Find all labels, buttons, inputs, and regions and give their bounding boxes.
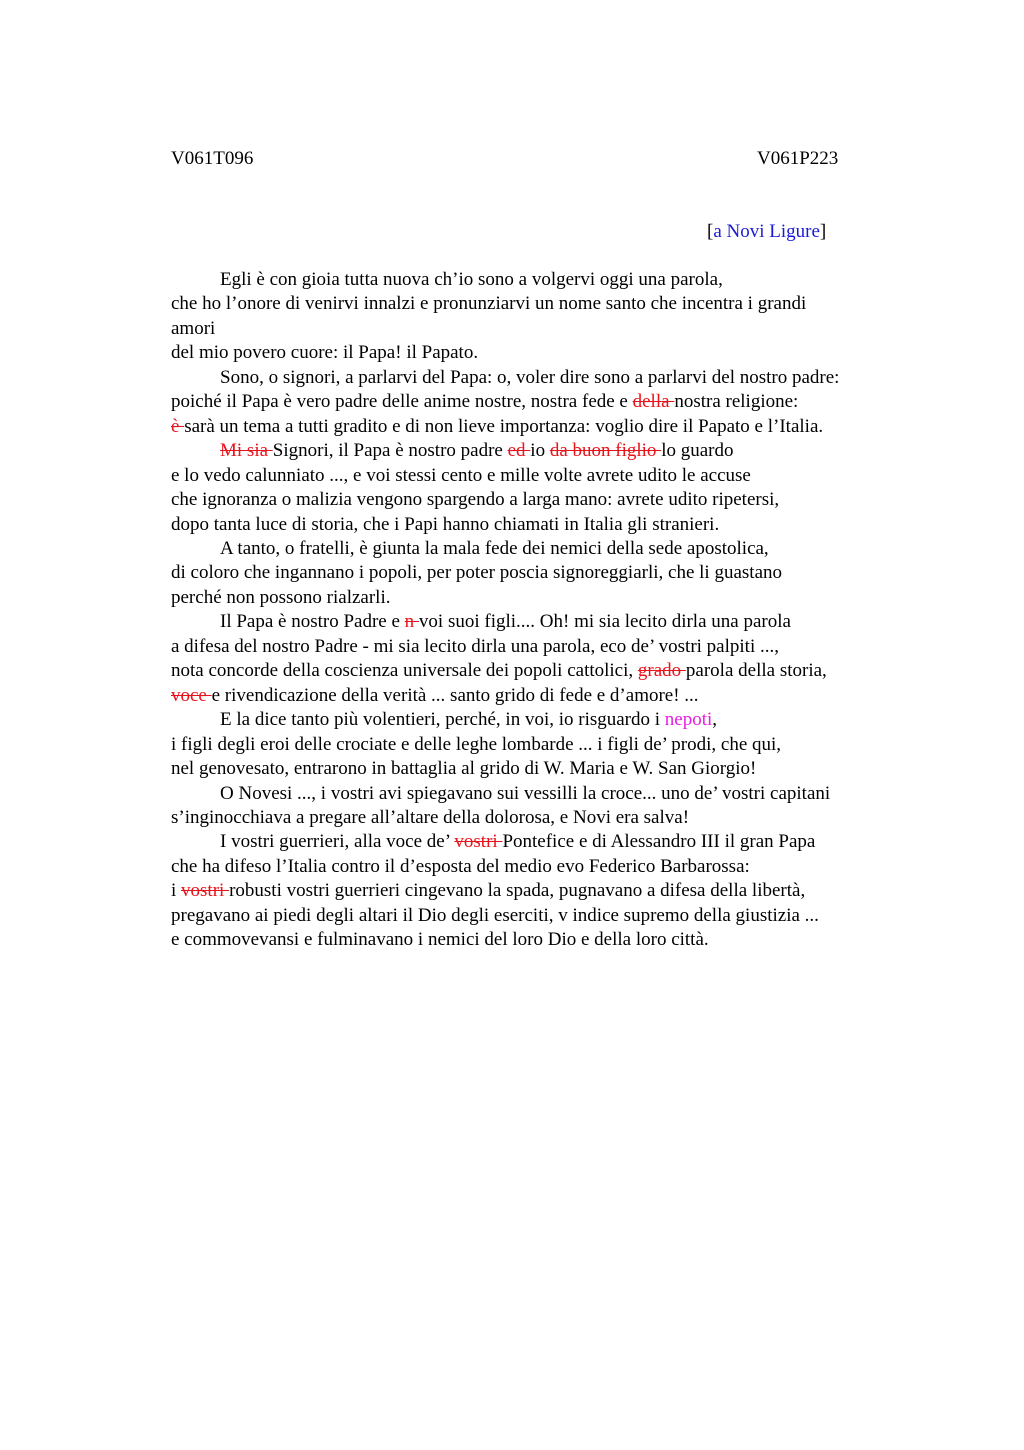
place-name: a Novi Ligure bbox=[713, 221, 820, 242]
text-line bbox=[171, 635, 911, 659]
text-segment: perché non possono rialzarli. bbox=[171, 586, 391, 608]
deleted-text: ed bbox=[507, 440, 531, 462]
place-bracket-open: [ bbox=[707, 221, 714, 242]
deleted-text: vostri bbox=[181, 880, 230, 902]
text-segment: che ho l’onore di venirvi innalzi e pronunziarvi un nome santo che incentra i grandi bbox=[171, 293, 807, 315]
text-segment: io bbox=[530, 440, 550, 462]
highlighted-text: nepoti bbox=[664, 709, 713, 731]
text-line bbox=[171, 561, 911, 585]
text-line bbox=[171, 268, 911, 292]
place-bracket-close: ] bbox=[819, 221, 827, 242]
text-segment: i figli degli eroi delle crociate e delle leghe lombarde ... i figli de’ prodi, che qui, bbox=[171, 733, 782, 755]
text-line bbox=[171, 488, 911, 512]
text-segment: e commovevansi e fulminavano i nemici del loro Dio e della loro città. bbox=[171, 929, 709, 951]
text-line bbox=[171, 366, 911, 390]
text-segment: nota concorde della coscienza universale dei popoli cattolici, bbox=[171, 660, 638, 682]
text-line bbox=[171, 684, 911, 708]
text-segment: che ha difeso l’Italia contro il d’esposta del medio evo Federico Barbarossa: bbox=[171, 855, 750, 877]
deleted-text: della bbox=[632, 391, 675, 413]
text-segment: lo guardo bbox=[661, 440, 734, 462]
text-line bbox=[171, 806, 911, 830]
text-segment: Signori, il Papa è nostro padre bbox=[272, 440, 508, 462]
text-segment: Egli è con gioia tutta nuova ch’io sono a volgervi oggi una parola, bbox=[220, 269, 723, 290]
text-segment: parola della storia, bbox=[685, 660, 827, 682]
text-line bbox=[171, 904, 911, 928]
text-line bbox=[171, 317, 911, 341]
text-segment: pregavano ai piedi degli altari il Dio degli eserciti, v indice supremo della giustizia ... bbox=[171, 904, 819, 926]
text-line bbox=[171, 341, 911, 365]
deleted-text: vostri bbox=[454, 831, 503, 853]
place-annotation bbox=[707, 220, 826, 244]
text-segment: poiché il Papa è vero padre delle anime nostre, nostra fede e bbox=[171, 391, 633, 413]
text-segment: dopo tanta luce di storia, che i Papi hanno chiamati in Italia gli stranieri. bbox=[171, 513, 720, 535]
text-segment: a difesa del nostro Padre - mi sia lecito dirla una parola, eco de’ vostri palpiti ..., bbox=[171, 635, 779, 657]
text-line bbox=[171, 879, 911, 903]
text-segment: O Novesi ..., i vostri avi spiegavano sui vessilli la croce... uno de’ vostri capitani bbox=[220, 782, 831, 804]
document-code-right: V061P223 bbox=[757, 148, 839, 169]
text-segment: nostra religione: bbox=[674, 391, 799, 413]
text-line bbox=[171, 782, 911, 806]
text-segment: e rivendicazione della verità ... santo grido di fede e d’amore! ... bbox=[211, 684, 699, 706]
text-line bbox=[171, 415, 911, 439]
text-line bbox=[171, 928, 911, 952]
deleted-text: voce bbox=[171, 684, 212, 706]
text-line bbox=[171, 390, 911, 414]
text-line bbox=[171, 464, 911, 488]
text-line bbox=[171, 537, 911, 561]
text-line bbox=[171, 733, 911, 757]
text-line bbox=[171, 855, 911, 879]
deleted-text: da buon figlio bbox=[549, 440, 662, 462]
text-line bbox=[171, 708, 911, 732]
text-segment: nel genovesato, entrarono in battaglia al grido di W. Maria e W. San Giorgio! bbox=[171, 758, 757, 780]
text-line bbox=[171, 659, 911, 683]
text-segment: voi suoi figli.... Oh! mi sia lecito dirla una parola bbox=[418, 611, 791, 633]
text-segment: s’inginocchiava a pregare all’altare della dolorosa, e Novi era salva! bbox=[171, 806, 690, 828]
text-segment: , bbox=[712, 709, 718, 731]
text-line bbox=[171, 439, 911, 463]
text-segment: E la dice tanto più volentieri, perché, in voi, io risguardo i bbox=[220, 709, 665, 731]
text-segment: di coloro che ingannano i popoli, per poter poscia signoreggiarli, che li guastano bbox=[171, 562, 782, 584]
text-line bbox=[171, 513, 911, 537]
text-segment: e lo vedo calunniato ..., e voi stessi cento e mille volte avrete udito le accuse bbox=[171, 464, 751, 486]
deleted-text: n bbox=[404, 611, 419, 633]
text-segment: sarà un tema a tutti gradito e di non lieve importanza: voglio dire il Papato e l’Italia. bbox=[184, 415, 824, 437]
text-line bbox=[171, 830, 911, 854]
text-segment: A tanto, o fratelli, è giunta la mala fede dei nemici della sede apostolica, bbox=[220, 537, 769, 559]
text-segment: del mio povero cuore: il Papa! il Papato. bbox=[171, 342, 479, 364]
text-line bbox=[171, 586, 911, 610]
deleted-text: è bbox=[171, 415, 185, 437]
text-segment: che ignoranza o malizia vengono spargendo a larga mano: avrete udito ripetersi, bbox=[171, 489, 780, 511]
text-segment: Pontefice e di Alessandro III il gran Papa bbox=[502, 831, 816, 853]
text-segment: Sono, o signori, a parlarvi del Papa: o, voler dire sono a parlarvi del nostro padre: bbox=[220, 366, 840, 388]
speech-transcription bbox=[171, 268, 911, 953]
text-segment: Il Papa è nostro Padre e bbox=[220, 611, 405, 633]
text-segment: robusti vostri guerrieri cingevano la spada, pugnavano a difesa della libertà, bbox=[229, 880, 806, 902]
text-segment: I vostri guerrieri, alla voce de’ bbox=[220, 831, 455, 853]
text-line bbox=[171, 610, 911, 634]
text-line bbox=[171, 292, 911, 316]
deleted-text: grado bbox=[637, 660, 686, 682]
text-line bbox=[171, 757, 911, 781]
deleted-text: Mi sia bbox=[220, 440, 273, 462]
text-segment: i bbox=[171, 880, 182, 902]
document-code-left: V061T096 bbox=[171, 148, 254, 169]
text-segment: amori bbox=[171, 317, 216, 339]
